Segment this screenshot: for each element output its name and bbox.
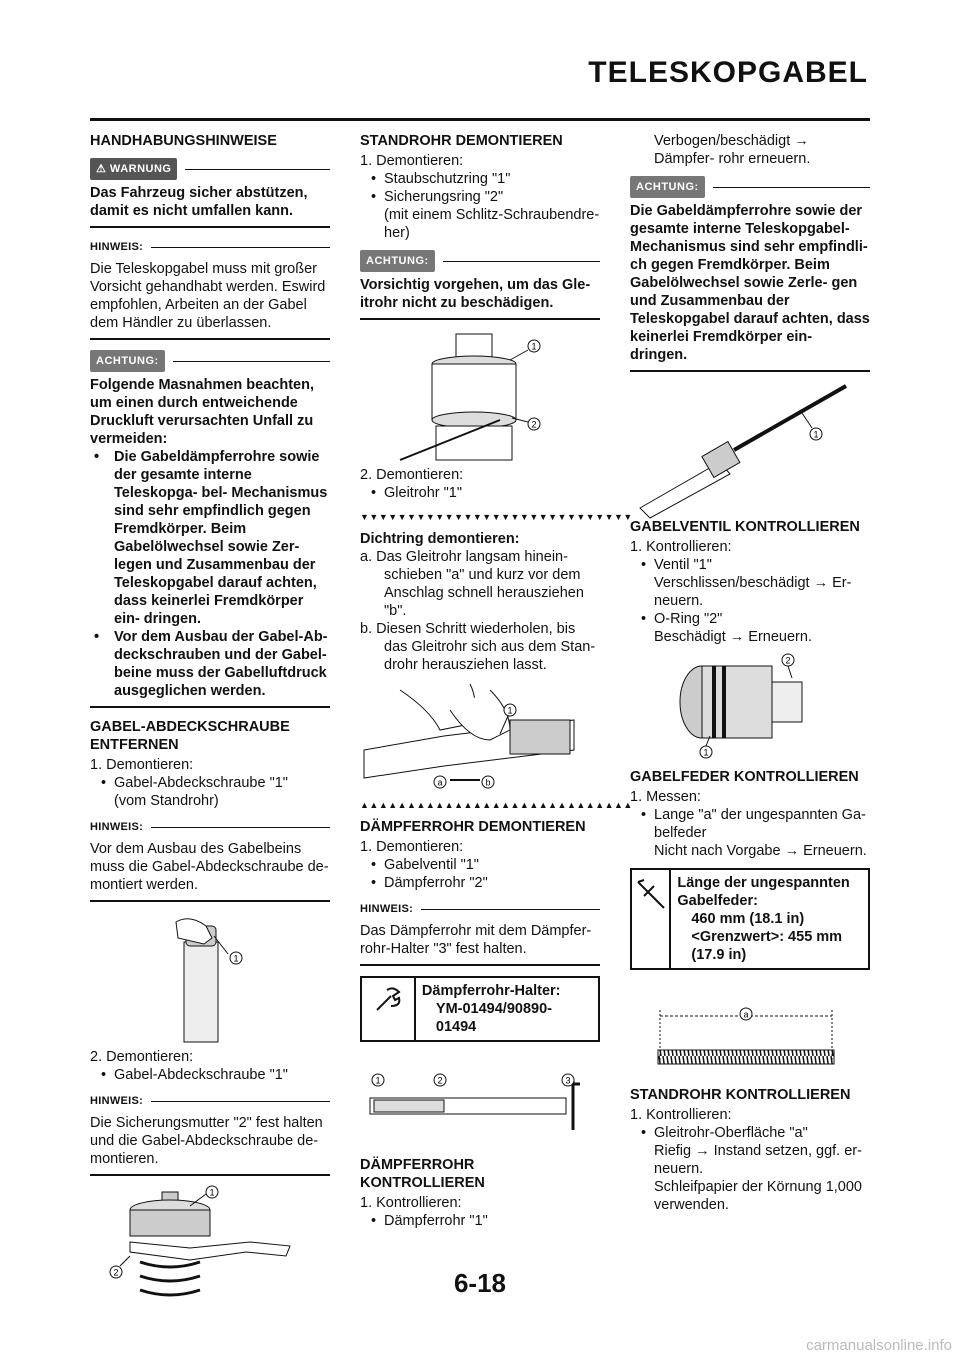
step-subitem: Nicht nach Vorgabe → Erneuern. [654,843,867,859]
step-item: • Ventil "1" [630,556,870,574]
caution-text: Folgende Masnahmen beachten, um einen durch entweichende Druckluft verursachten Unfall zu vermeiden: [90,377,314,447]
svg-text:2: 2 [785,655,791,666]
step-item: • Sicherungsring "2" [360,188,600,206]
step-item: • Gleitrohr "1" [360,484,600,502]
svg-text:3: 3 [565,1075,571,1086]
caliper-spec-icon [634,876,668,910]
section-title: GABELVENTIL KONTROLLIEREN [630,519,860,535]
svg-text:a: a [437,777,443,788]
step-subitem: Beschädigt → Erneuern. [654,629,812,645]
step-subitem: Verbogen/beschädigt → Dämpfer- rohr erneuern. [654,133,811,167]
figure-damper-rod [360,1050,600,1150]
section-title: DÄMPFERROHR DEMONTIEREN [360,819,586,835]
procedure-start-marker: ▼▼▼▼▼▼▼▼▼▼▼▼▼▼▼▼▼▼▼▼▼▼▼▼▼▼▼▼▼ [360,512,633,522]
step-subitem: Riefig → Instand setzen, ggf. er- neuern. [654,1143,862,1177]
svg-text:2: 2 [437,1075,443,1086]
spec-value: 460 mm (18.1 in) [691,911,805,927]
note-label: HINWEIS: [360,900,600,918]
step-subitem: Schleifpapier der Körnung 1,000 verwenden. [654,1179,862,1213]
step: 1. Demontieren: [360,839,464,855]
step-item: • Gleitrohr-Oberfläche "a" [630,1124,870,1142]
caution-bullet: • Vor dem Ausbau der Gabel-Ab- deckschrauben und der Gabel- beine muss der Gabelluftdruck ausgeglichen werden. [90,628,330,700]
figure-cap-bolt [90,912,330,1042]
step-item: • Gabelventil "1" [360,856,600,874]
section-title: DÄMPFERROHR KONTROLLIEREN [360,1157,485,1191]
svg-text:a: a [743,1009,749,1020]
note-text: Vor dem Ausbau des Gabelbeins muss die Gabel-Abdeckschraube de- montiert werden. [90,841,329,893]
step: 1. Kontrollieren: [360,1195,462,1211]
svg-text:2: 2 [531,419,537,430]
figure-valve [630,652,870,762]
svg-text:1: 1 [813,429,819,440]
warning-triangle-icon: ⚠ [96,163,110,175]
page-number: 6-18 [453,1268,507,1298]
step: 1. Kontrollieren: [630,539,732,555]
step: 1. Demontieren: [360,153,464,169]
step-item: • Dämpferrohr "2" [360,874,600,892]
column-1 [90,132,330,1312]
step: 1. Demontieren: [90,757,194,773]
column-2 [360,132,633,1230]
svg-text:1: 1 [233,953,239,964]
section-title: STANDROHR DEMONTIEREN [360,133,563,149]
note-label: HINWEIS: [90,818,330,836]
warning-text: Das Fahrzeug sicher abstützen, damit es nicht umfallen kann. [90,185,308,219]
svg-text:b: b [485,777,491,788]
note-text: Die Teleskopgabel muss mit großer Vorsicht gehandhabt werden. Eswird empfohlen, Arbeiten an der Gabel dem Händler zu überlassen. [90,261,326,331]
step: 1. Messen: [630,789,701,805]
note-text: Die Sicherungsmutter "2" fest halten und die Gabel-Abdeckschraube de- montieren. [90,1115,323,1167]
caution-label: ACHTUNG: [90,350,330,372]
warning-label [90,158,330,180]
step: 2. Demontieren: [360,467,464,483]
step-item: • O-Ring "2" [630,610,870,628]
step-item: • Gabel-Abdeckschraube "1" [90,774,330,792]
wrench-tool-icon [373,984,403,1014]
svg-text:1: 1 [531,341,537,352]
spec-limit: <Grenzwert>: 455 mm (17.9 in) [691,929,843,963]
svg-text:1: 1 [209,1187,215,1198]
section-title: STANDROHR KONTROLLIEREN [630,1087,851,1103]
note-label: HINWEIS: [90,238,330,256]
step-subitem: (vom Standrohr) [114,793,219,809]
svg-text:1: 1 [703,747,709,758]
spec-box [630,868,870,970]
special-tool-box [360,976,600,1042]
step-item: • Staubschutzring "1" [360,170,600,188]
page-title: TELESKOPGABEL [588,56,868,89]
caution-text: Die Gabeldämpferrohre sowie der gesamte interne Teleskopgabel- Mechanismus sind sehr empfindli- ch gegen Fremdkörper. Beim Gabelölwechsel sowie Zerle- gen und Zusammenbau der Teleskopgabel darauf achten, dass keinerlei Fremdkörper ein- dringen. [630,203,870,363]
tool-code: YM-01494/90890-01494 [435,1001,552,1035]
footer-watermark: carmanualsonline.info [806,1337,952,1354]
step: 1. Kontrollieren: [630,1107,732,1123]
note-label: HINWEIS: [90,1092,330,1110]
spec-name: Länge der ungespannten Gabelfeder: [677,875,850,909]
step-subitem: Verschlissen/beschädigt → Er- neuern. [654,575,852,609]
section-title: GABEL-ABDECKSCHRAUBE ENTFERNEN [90,719,290,753]
step-subitem: (mit einem Schlitz-Schraubendre- her) [384,207,600,241]
figure-slide-tube [360,680,600,790]
section-title: GABELFEDER KONTROLLIEREN [630,769,859,785]
procedure-step: a. Das Gleitrohr langsam hinein- schieben "a" und kurz vor dem Anschlag schnell herausziehen "b". [360,549,584,619]
warning-badge: ⚠ WARNUNG [90,158,177,180]
step: 2. Demontieren: [90,1049,194,1065]
caution-label: ACHTUNG: [630,176,870,198]
section-title: HANDHABUNGSHINWEISE [90,133,277,149]
note-text: Das Dämpferrohr mit dem Dämpfer- rohr-Halter "3" fest halten. [360,923,592,957]
step-item: • Gabel-Abdeckschraube "1" [90,1066,330,1084]
procedure-step: b. Diesen Schritt wiederholen, bis das Gleitrohr sich aus dem Stan- drohr herausziehen lasst. [360,621,596,673]
caution-text: Vorsichtig vorgehen, um das Gle- itrohr nicht zu beschädigen. [360,277,591,311]
figure-spring [630,1000,870,1080]
figure-damper-rod-check [630,382,870,512]
procedure-title: Dichtring demontieren: [360,531,520,547]
column-3 [630,132,870,1214]
tool-name: Dämpferrohr-Halter: [421,983,561,999]
procedure-end-marker: ▲▲▲▲▲▲▲▲▲▲▲▲▲▲▲▲▲▲▲▲▲▲▲▲▲▲▲▲▲ [360,800,633,810]
svg-text:1: 1 [375,1075,381,1086]
header-rule [90,118,870,121]
svg-text:2: 2 [113,1267,119,1278]
step-item: • Dämpferrohr "1" [360,1212,600,1230]
caution-bullet: • Die Gabeldämpferrohre sowie der gesamte interne Teleskopga- bel- Mechanismus sind sehr empfindlich gegen Fremdkörper. Beim Gabelölwechsel sowie Zer- legen und Zusammenbau der Teleskopgabel darauf achten, dass keinerlei Fremdkörper ein- dringen. [90,448,330,628]
figure-dust-seal [360,330,600,460]
svg-text:1: 1 [507,705,513,716]
step-item: • Lange "a" der ungespannten Ga- belfeder [630,806,870,842]
caution-label: ACHTUNG: [360,250,600,272]
